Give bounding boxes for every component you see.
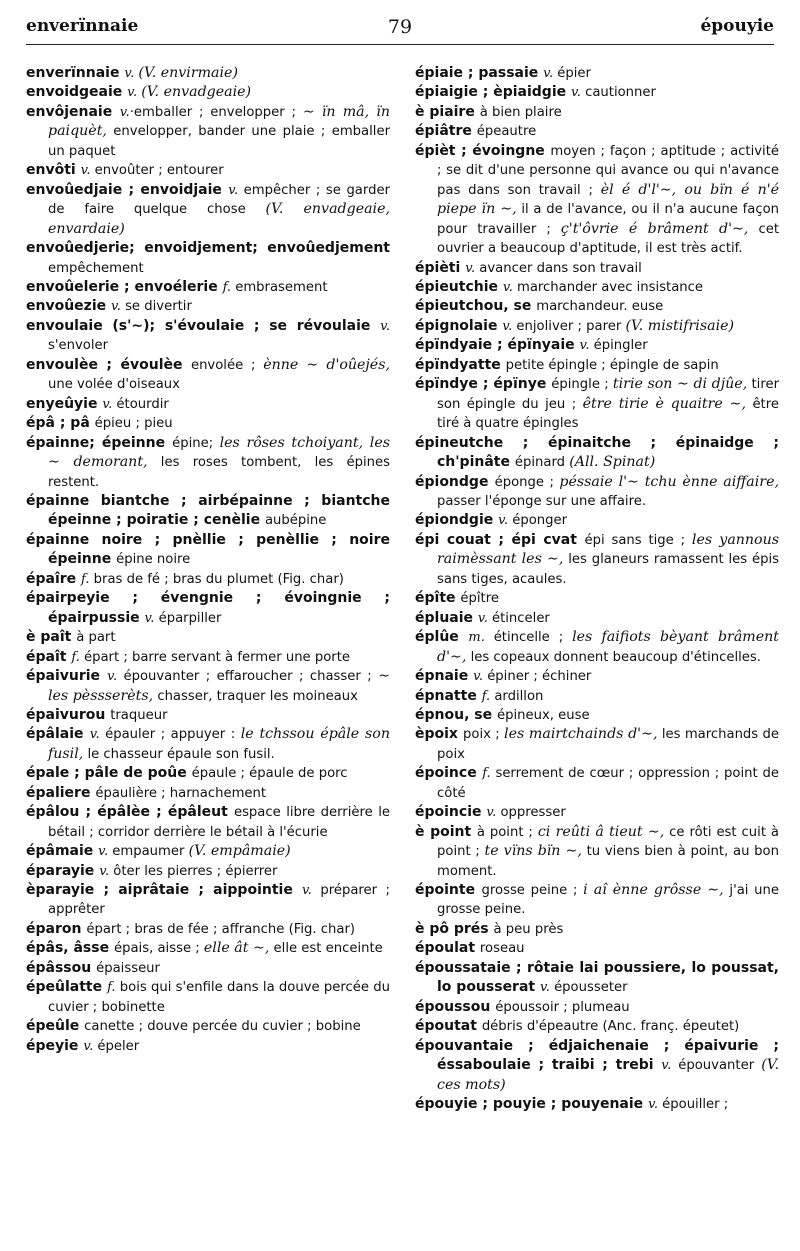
headword: épiaie ; passaie	[415, 65, 544, 81]
definition-text: à part	[76, 630, 116, 646]
headword: è pô prés	[415, 920, 494, 937]
definition-text: enjoliver ; parer	[516, 318, 626, 334]
dictionary-entry	[415, 531, 779, 589]
definition-text: se divertir	[125, 299, 192, 315]
dictionary-entry	[415, 1095, 779, 1114]
definition-text: à point ;	[476, 824, 538, 840]
headword: époutat	[415, 1018, 482, 1035]
grammar-label: v.	[498, 513, 513, 529]
grammar-label: v.	[80, 163, 95, 179]
headword: épaivurou	[26, 706, 111, 723]
definition-text: grosse peine ;	[481, 883, 584, 899]
headword: épaît	[26, 648, 72, 665]
dictionary-entry	[26, 862, 390, 881]
example-text: les yannous raimèssant les ∼,	[437, 531, 780, 568]
headword: époussou	[415, 998, 496, 1015]
dictionary-entry	[415, 628, 779, 667]
headword: éplûe	[415, 629, 469, 646]
headword: épieutchie	[415, 278, 503, 295]
headword: épâssou	[26, 959, 97, 976]
dictionary-entry	[26, 181, 390, 239]
headword: envoûelerie ; envoélerie	[26, 278, 223, 295]
definition-text: épeautre	[476, 124, 537, 140]
grammar-label: v.	[579, 338, 594, 354]
dictionary-entry	[26, 803, 390, 842]
grammar-label: v.	[228, 182, 244, 198]
dictionary-entry	[26, 434, 390, 492]
definition-text: ardillon	[494, 688, 544, 704]
headword: épiaigie ; èpiaidgie	[415, 84, 571, 101]
headword: épnaie	[415, 668, 474, 685]
definition-text: passer l'éponge sur une affaire.	[437, 493, 647, 509]
definition-text: une volée d'oiseaux	[48, 377, 180, 393]
definition-text: épineux, euse	[496, 707, 590, 723]
dictionary-entry	[415, 317, 779, 336]
dictionary-entry	[415, 259, 779, 278]
example-text: les rôses tchoiyant, les ∼ demorant,	[48, 434, 390, 471]
grammar-label: m.	[468, 630, 494, 646]
definition-text: éponge ;	[494, 474, 560, 490]
dictionary-entry	[415, 1017, 779, 1036]
definition-text: roseau	[479, 941, 525, 957]
grammar-label: v.	[144, 610, 159, 626]
example-text: (V. mistifrisaie)	[625, 317, 735, 334]
headword: épainne noire ; pnèllie ; penèllie ; noire épeinne	[26, 531, 390, 568]
dictionary-entry	[26, 356, 390, 395]
grammar-label: v.	[83, 1038, 98, 1054]
headword: épïndyatte	[415, 356, 506, 373]
grammar-label: v.	[473, 669, 488, 685]
grammar-label: f.	[222, 279, 236, 295]
dictionary-entry	[415, 609, 779, 628]
definition-text: épi sans tige ;	[584, 532, 692, 548]
example-text: i aî ènne grôsse ∼,	[583, 882, 724, 899]
definition-text: épousseter	[554, 980, 628, 996]
definition-text: embrasement	[235, 279, 328, 295]
grammar-label: v.	[648, 1097, 663, 1113]
dictionary-entry	[415, 434, 779, 473]
grammar-label: v.	[127, 85, 142, 101]
definition-text: épart ; bras de fée ; affranche (Fig. char)	[86, 921, 356, 937]
example-text: ∼ les pèssserèts,	[48, 668, 390, 704]
definition-text: épingle ;	[551, 377, 613, 393]
dictionary-entry	[26, 492, 390, 531]
definition-text: aubépine	[264, 513, 327, 529]
dictionary-entry	[26, 239, 390, 278]
headword: épluaie	[415, 609, 478, 626]
dictionary-entry	[415, 823, 779, 881]
grammar-label: f.	[107, 980, 120, 996]
grammar-label: v.	[110, 299, 126, 315]
dictionary-entry	[415, 83, 779, 102]
definition-text: épinard	[514, 455, 570, 471]
dictionary-entry	[415, 687, 779, 706]
dictionary-entry	[415, 64, 779, 83]
definition-text: à bien plaire	[479, 104, 562, 120]
definition-text: empaumer	[112, 844, 189, 860]
dictionary-entry	[26, 764, 390, 783]
dictionary-entry	[26, 278, 390, 297]
headword: épignolaie	[415, 317, 503, 334]
definition-text: épouvanter	[678, 1058, 762, 1074]
definition-text: éponger	[512, 513, 568, 529]
definition-text: épingler	[593, 338, 648, 354]
dictionary-entry	[415, 998, 779, 1017]
headword: épnatte	[415, 687, 482, 704]
dictionary-entry	[415, 959, 779, 998]
headword: épaivurie	[26, 668, 108, 685]
dictionary-entry	[415, 764, 779, 803]
example-text: ènne ∼ d'oûejés,	[263, 356, 390, 373]
definition-text: épaule ; épaule de porc	[191, 766, 348, 782]
dictionary-entry	[26, 784, 390, 803]
definition-text: épouvanter ; effaroucher ; chasser ;	[123, 669, 379, 685]
headword: envôti	[26, 162, 81, 179]
dictionary-entry	[26, 667, 390, 706]
headword: épouvantaie ; édjaichenaie ; épaivurie ; éssaboulaie ; traibi ; trebi	[415, 1037, 779, 1074]
headword: épaliere	[26, 784, 96, 801]
headword: épâs, âsse	[26, 940, 114, 957]
definition-text: les copeaux donnent beaucoup d'étincelles.	[466, 649, 761, 665]
definition-text: être tiré à quatre épingles	[437, 396, 779, 432]
headword: èparayie ; aiprâtaie ; aippointie	[26, 882, 302, 899]
dictionary-entry	[415, 920, 779, 939]
example-text: les mairtchainds d'∼,	[504, 726, 658, 743]
definition-text: épouiller ;	[662, 1097, 729, 1113]
dictionary-entry	[415, 803, 779, 822]
left-column	[26, 64, 390, 1056]
headword: épièt ; évoingne	[415, 142, 551, 159]
dictionary-entry	[26, 64, 390, 83]
headword: épiâtre	[415, 123, 477, 140]
grammar-label: f.	[482, 766, 496, 782]
headword: épineutche ; épinaitche ; épinaidge ; ch'pinâte	[415, 434, 779, 471]
definition-text: épiner ; échiner	[487, 669, 592, 685]
dictionary-entry	[26, 881, 390, 920]
definition-text: épître	[460, 591, 499, 607]
dictionary-entry	[26, 648, 390, 667]
headword: épale ; pâle de poûe	[26, 765, 192, 782]
definition-text: épieu ; pieu	[94, 416, 173, 432]
definition-text: débris d'épeautre (Anc. franç. épeutet)	[481, 1019, 740, 1035]
definition-text: serrement de cœur ; oppression ; point de côté	[437, 766, 779, 801]
headword: épïndye ; épïnye	[415, 376, 552, 393]
grammar-label: v.	[89, 727, 106, 743]
dictionary-entry	[415, 473, 779, 512]
grammar-label: v.	[502, 318, 517, 334]
dictionary-entry	[26, 103, 390, 161]
definition-text: préparer ; apprêter	[48, 883, 390, 918]
headword: épiondge	[415, 473, 495, 490]
definition-text: épine;	[172, 435, 220, 451]
grammar-label: v.	[119, 104, 130, 120]
definition-text: épine noire	[116, 552, 191, 568]
dictionary-entry	[26, 161, 390, 180]
header-first-word: enverïnnaie	[26, 16, 139, 36]
example-text: ç't'ôvrie é brâment d'∼,	[560, 220, 749, 237]
example-text: (V. envirmaie)	[138, 65, 238, 81]
definition-text: petite épingle ; épingle de sapin	[505, 357, 719, 373]
headword: épîte	[415, 590, 461, 607]
example-text: les faifiots bèyant brâment d'∼,	[437, 629, 779, 665]
definition-text: poix ;	[463, 727, 505, 743]
grammar-label: v.	[539, 980, 555, 996]
dictionary-entry	[26, 317, 390, 356]
dictionary-entry	[26, 414, 390, 433]
headword: envoûezie	[26, 298, 111, 315]
grammar-label: v.	[477, 610, 492, 626]
dictionary-entry	[415, 336, 779, 355]
dictionary-entry	[26, 939, 390, 958]
definition-text: espace libre derrière le bétail ; corridor derrière le bétail à l'écurie	[48, 805, 390, 840]
definition-text: le chasseur épaule son fusil.	[83, 746, 275, 762]
definition-text: envelopper, bander une plaie ; emballer un paquet	[48, 124, 390, 159]
headword: épi couat ; épi cvat	[415, 531, 585, 548]
headword: éparon	[26, 920, 87, 937]
example-text: tirie son ∼ di djûe,	[612, 376, 748, 393]
headword: è piaire	[415, 103, 480, 120]
definition-text: cet ouvrier a beaucoup d'aptitude, il est très actif.	[437, 221, 779, 257]
definition-text: bras de fé ; bras du plumet (Fig. char)	[93, 571, 344, 587]
headword: envoulaie (s'∼); s'évoulaie ; se révoulaie	[26, 317, 381, 334]
definition-text: empêchement	[48, 260, 144, 276]
definition-text: les glaneurs ramassent les épis sans tiges, acaules.	[437, 552, 779, 587]
definition-text: marchander avec insistance	[516, 279, 704, 295]
dictionary-entry	[26, 725, 390, 764]
dictionary-entry	[26, 959, 390, 978]
definition-text: envoûter ; entourer	[94, 163, 224, 179]
headword: époulat	[415, 940, 480, 957]
definition-text: à peu près	[493, 921, 564, 937]
example-text: (V. envadgeaie)	[141, 84, 252, 101]
dictionary-entry	[415, 1037, 779, 1095]
dictionary-entry	[415, 142, 779, 259]
definition-text: empêcher ; se garder de faire quelque chose	[48, 182, 390, 218]
right-column	[415, 64, 779, 1114]
definition-text: ·emballer ; envelopper ;	[129, 104, 303, 120]
headword: épieutchou, se	[415, 298, 537, 315]
grammar-label: v.	[99, 863, 114, 879]
headword: épâlaie	[26, 726, 90, 743]
dictionary-entry	[26, 706, 390, 725]
dictionary-entry	[415, 706, 779, 725]
headword: épaîre	[26, 570, 82, 587]
dictionary-entry	[415, 122, 779, 141]
dictionary-entry	[26, 920, 390, 939]
headword: époussataie ; rôtaie lai poussiere, lo poussat, lo pousserat	[415, 959, 779, 996]
definition-text: tu viens bien à point, au bon moment.	[437, 844, 779, 879]
dictionary-entry	[415, 103, 779, 122]
headword: épouyie ; pouyie ; pouyenaie	[415, 1096, 649, 1113]
definition-text: étourdir	[116, 396, 169, 412]
definition-text: cautionner	[585, 85, 656, 101]
grammar-label: f.	[71, 649, 84, 665]
grammar-label: v.	[571, 85, 586, 101]
definition-text: ce rôti est cuit à point ;	[437, 824, 780, 860]
definition-text: étincelle ;	[493, 630, 573, 646]
grammar-label: f.	[81, 571, 94, 587]
definition-text: elle est enceinte	[269, 941, 383, 957]
definition-text: canette ; douve percée du cuvier ; bobine	[84, 1019, 361, 1035]
definition-text: épaulière ; harnachement	[95, 785, 267, 801]
page-number: 79	[387, 16, 413, 38]
headword: épointe	[415, 882, 482, 899]
grammar-label: v.	[380, 318, 390, 334]
definition-text: envolée ;	[190, 357, 264, 373]
grammar-label: v.	[301, 883, 321, 899]
definition-text: ôter les pierres ; épierrer	[113, 863, 278, 879]
headword: épnou, se	[415, 706, 497, 723]
headword: épeûlatte	[26, 979, 108, 996]
running-header	[26, 16, 774, 44]
headword: épainne; épeinne	[26, 434, 173, 451]
header-rule	[26, 44, 774, 45]
grammar-label: v.	[661, 1058, 679, 1074]
dictionary-entry	[26, 395, 390, 414]
headword: épïndyaie ; épïnyaie	[415, 337, 580, 354]
dictionary-entry	[415, 667, 779, 686]
example-text: (V. empâmaie)	[188, 843, 291, 860]
definition-text: s'envoler	[48, 338, 109, 354]
dictionary-entry	[26, 570, 390, 589]
grammar-label: v.	[543, 66, 558, 81]
headword: épainne biantche ; airbépainne ; biantche épeinne ; poiratie ; cenèlie	[26, 492, 390, 529]
example-text: péssaie l'∼ tchu ènne aiffaire,	[559, 473, 779, 490]
dictionary-entry	[415, 511, 779, 530]
dictionary-entry	[415, 939, 779, 958]
headword: épairpeyie ; évengnie ; évoingnie ; épairpussie	[26, 590, 390, 626]
headword: envoûedjaie ; envoidjaie	[26, 181, 229, 198]
grammar-label: v.	[486, 805, 501, 821]
definition-text: oppresser	[500, 805, 566, 821]
definition-text: épart ; barre servant à fermer une porte	[83, 649, 351, 665]
headword: envoulèe ; évoulèe	[26, 356, 191, 373]
example-text: èl é d'l'∼, ou bïn é n'é piepe ïn ∼,	[437, 181, 779, 218]
dictionary-entry	[26, 297, 390, 316]
headword: époince	[415, 765, 483, 782]
dictionary-entry	[26, 1037, 390, 1056]
definition-text: épais, aisse ;	[113, 941, 204, 957]
dictionary-entry	[26, 628, 390, 647]
definition-text: moyen ; façon ; aptitude ; activité ; se dit d'une personne qui avance ou qui n'avance pas dans son travail ;	[437, 143, 779, 198]
header-last-word: épouyie	[700, 16, 774, 36]
headword: è point	[415, 823, 477, 840]
headword: épièti	[415, 259, 466, 276]
headword: épâmaie	[26, 843, 99, 860]
headword: enyeûyie	[26, 395, 103, 412]
headword: époincie	[415, 804, 487, 821]
headword: épâ ; pâ	[26, 415, 95, 432]
headword: éparayie	[26, 862, 100, 879]
definition-text: marchandeur. euse	[536, 299, 664, 315]
dictionary-entry	[26, 978, 390, 1017]
example-text: (All. Spinat)	[569, 454, 656, 471]
grammar-label: v.	[502, 279, 517, 295]
dictionary-entry	[415, 725, 779, 764]
definition-text: épauler ; appuyer :	[105, 727, 241, 743]
dictionary-entry	[415, 278, 779, 297]
headword: envoidgeaie	[26, 84, 128, 101]
example-text: (V. envadgeaie, envardaie)	[48, 201, 390, 237]
headword: épeyie	[26, 1037, 84, 1054]
headword: èpoix	[415, 726, 463, 743]
grammar-label: v.	[98, 844, 113, 860]
definition-text: traqueur	[110, 707, 168, 723]
definition-text: époussoir ; plumeau	[495, 999, 630, 1015]
example-text: te vïns bïn ∼,	[484, 843, 582, 860]
headword: enverïnnaie	[26, 65, 125, 81]
example-text: ci reûti â tieut ∼,	[537, 823, 665, 840]
example-text: elle ât ∼,	[203, 940, 270, 957]
dictionary-entry	[26, 589, 390, 628]
dictionary-entry	[26, 531, 390, 570]
definition-text: chasser, traquer les moineaux	[153, 688, 358, 704]
headword: envôjenaie	[26, 103, 120, 120]
definition-text: il a de l'avance, ou il n'a aucune façon pour travailler ;	[437, 202, 779, 237]
definition-text: avancer dans son travail	[479, 260, 642, 276]
headword: envoûedjerie; envoidjement; envoûedjement	[26, 240, 390, 257]
example-text: (V. ces mots)	[437, 1057, 779, 1093]
headword: épeûle	[26, 1018, 85, 1035]
definition-text: j'ai une grosse peine.	[437, 883, 779, 918]
example-text: le tchssou épâle son fusil,	[48, 726, 390, 762]
definition-text: éparpiller	[158, 610, 222, 626]
grammar-label: v.	[465, 260, 480, 276]
dictionary-entry	[415, 356, 779, 375]
headword: épiondgie	[415, 512, 499, 529]
grammar-label: f.	[481, 688, 495, 704]
grammar-label: v.	[102, 396, 117, 412]
grammar-label: v.	[107, 669, 124, 685]
definition-text: épaisseur	[96, 960, 160, 976]
definition-text: épier	[557, 66, 591, 81]
dictionary-entry	[415, 881, 779, 920]
definition-text: tirer son épingle du jeu ;	[437, 377, 779, 412]
example-text: ∼ ïn mâ, ïn paiquèt,	[48, 103, 390, 140]
example-text: être tirie è quaitre ∼,	[582, 395, 746, 412]
dictionary-entry	[26, 83, 390, 102]
headword: épâlou ; épâlèe ; épâleut	[26, 804, 234, 821]
dictionary-entry	[415, 297, 779, 316]
definition-text: bois qui s'enfile dans la douve percée du cuvier ; bobinette	[48, 980, 390, 1015]
dictionary-entry	[26, 842, 390, 861]
headword: è paît	[26, 629, 77, 646]
definition-text: les marchands de poix	[437, 727, 779, 762]
dictionary-entry	[26, 1017, 390, 1036]
definition-text: épeler	[97, 1038, 140, 1054]
dictionary-entry	[415, 589, 779, 608]
definition-text: étinceler	[491, 610, 550, 626]
grammar-label: v.	[124, 66, 139, 81]
dictionary-entry	[415, 375, 779, 433]
definition-text: les roses tombent, les épines restent.	[48, 455, 391, 490]
